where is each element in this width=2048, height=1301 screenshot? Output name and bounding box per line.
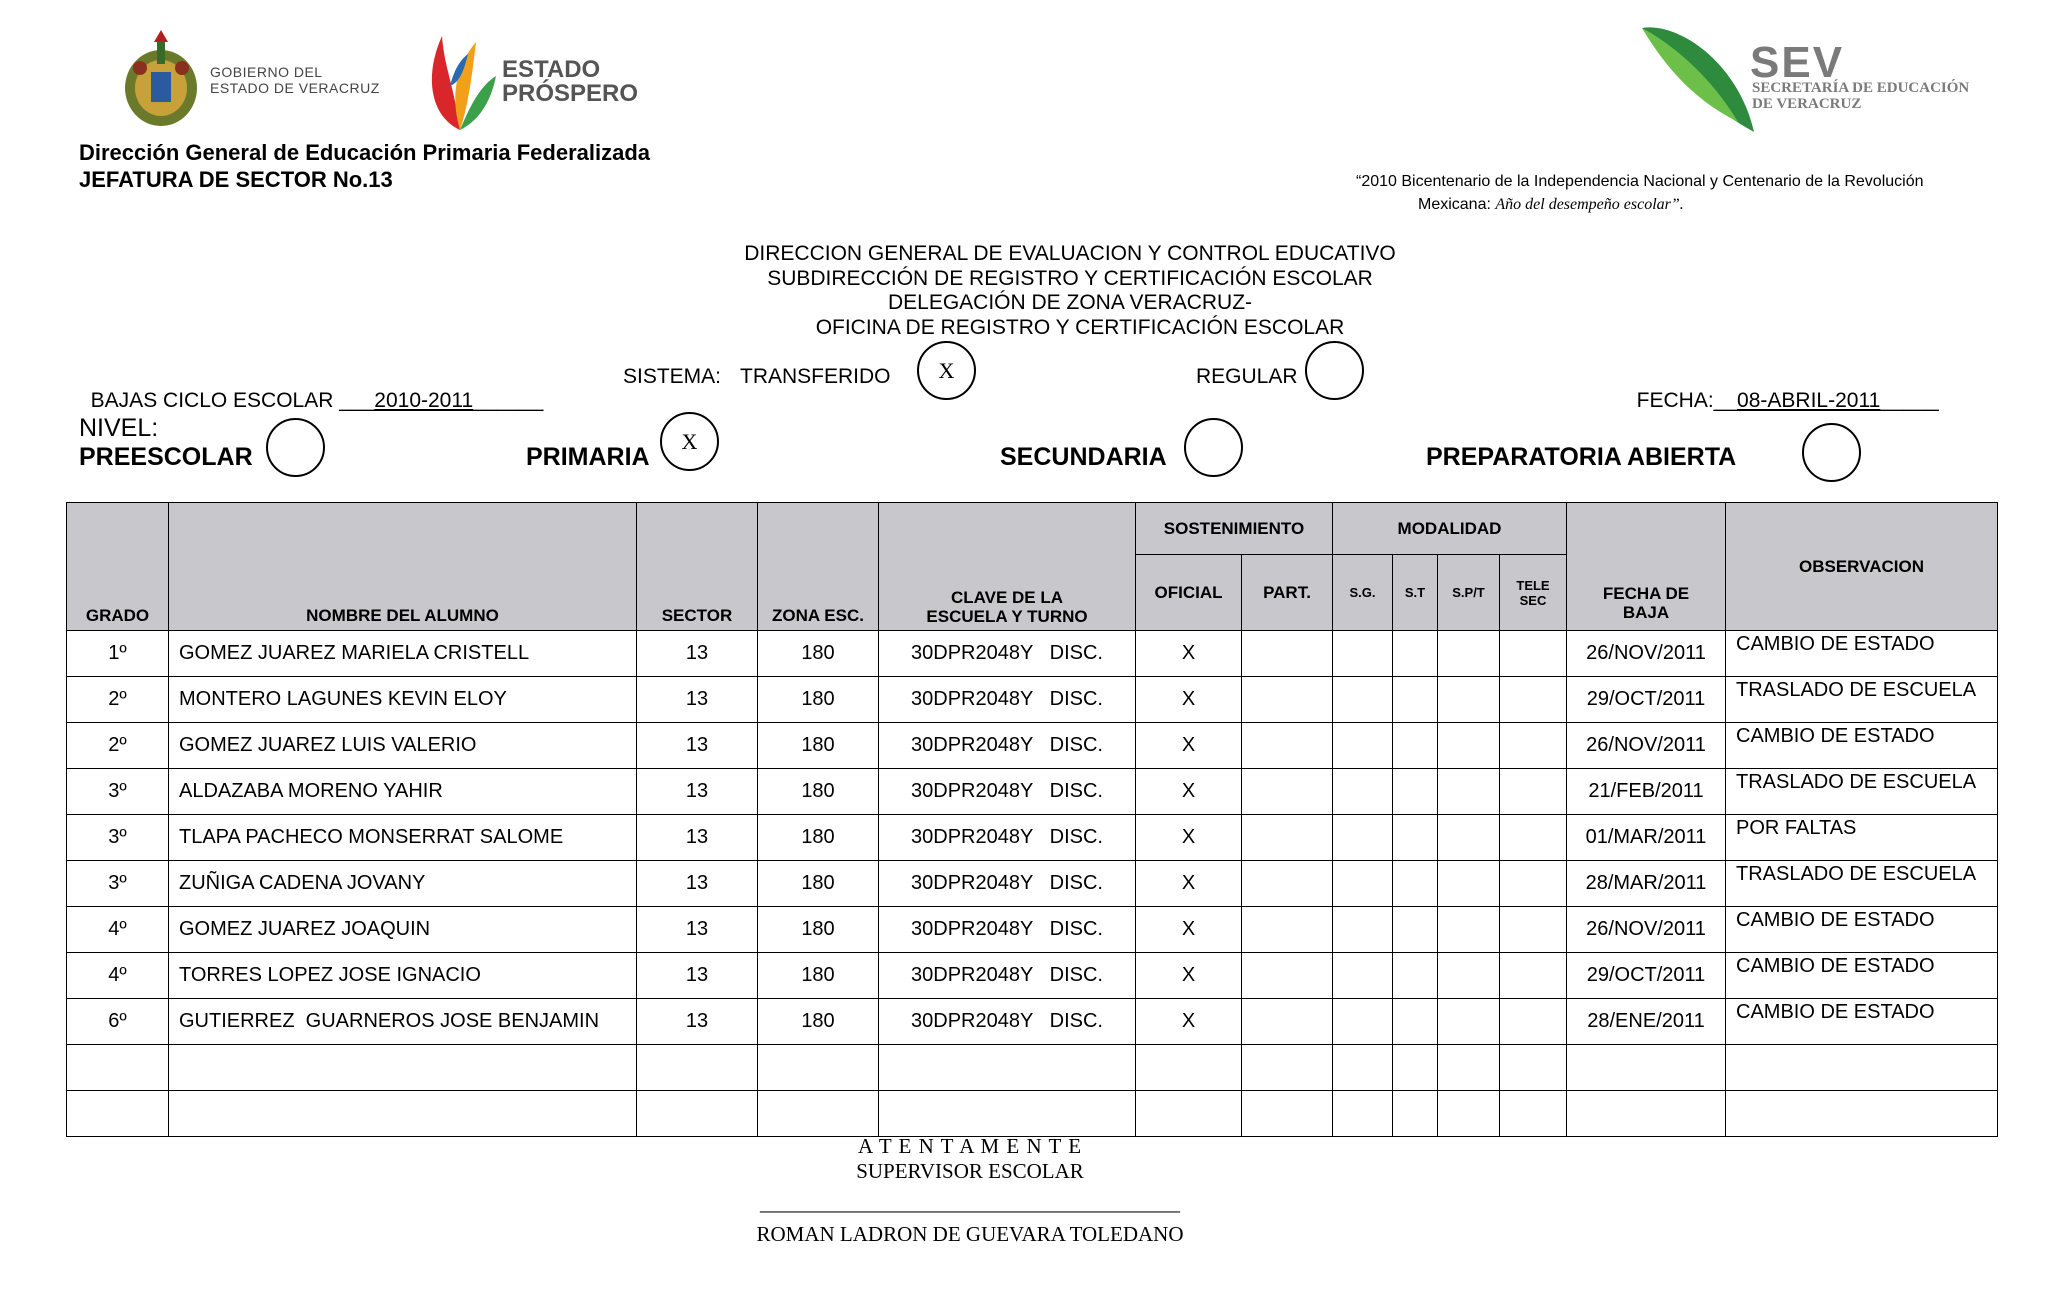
sg-cell [1333,953,1393,999]
nivel-label: NIVEL: [79,414,159,442]
part-cell [1242,953,1333,999]
fecha-cell [1567,1091,1726,1137]
sector-cell: 13 [637,769,758,815]
spt-cell [1438,861,1500,907]
nombre-cell: GOMEZ JUAREZ MARIELA CRISTELL [169,631,637,677]
st-cell [1393,953,1438,999]
fecha-cell: 28/MAR/2011 [1567,861,1726,907]
zona-cell: 180 [758,861,879,907]
motto-italic: Año del desempeño escolar”. [1495,196,1684,213]
nombre-cell [169,1091,637,1137]
sistema-label: SISTEMA: [623,365,722,388]
oficial-cell: X [1136,769,1242,815]
gov-logo-line1: GOBIERNO DEL [210,64,323,80]
clave-cell: 30DPR2048Y DISC. [879,999,1136,1045]
spt-cell [1438,723,1500,769]
org-line1: Dirección General de Educación Primaria Federalizada [79,140,651,165]
sg-cell [1333,815,1393,861]
veracruz-coat-of-arms-logo [118,28,204,130]
fecha-tail: _____ [1880,389,1939,412]
org-header [79,139,650,193]
st-cell [1393,861,1438,907]
telesec-cell [1500,1045,1567,1091]
spt-cell [1438,953,1500,999]
col-zona: ZONA ESC. [758,503,879,631]
oficial-cell: X [1136,631,1242,677]
transferido-label: TRANSFERIDO [740,365,891,388]
bajas-table [66,502,1998,1137]
telesec-cell [1500,953,1567,999]
st-cell [1393,1045,1438,1091]
supervisor-name: ROMAN LADRON DE GUEVARA TOLEDANO [756,1222,1184,1246]
part-cell [1242,769,1333,815]
zona-cell: 180 [758,723,879,769]
oficial-cell: X [1136,907,1242,953]
fecha-cell: 26/NOV/2011 [1567,723,1726,769]
coat-of-arms-icon [118,28,204,130]
observacion-cell: CAMBIO DE ESTADO [1726,631,1998,677]
oficial-cell: X [1136,815,1242,861]
observacion-cell: TRASLADO DE ESCUELA [1726,769,1998,815]
motto-line2 [1356,193,1996,216]
telesec-cell [1500,999,1567,1045]
table-row [67,723,1998,769]
col-spt: S.P/T [1438,555,1500,631]
fecha-cell: 21/FEB/2011 [1567,769,1726,815]
clave-cell: 30DPR2048Y DISC. [879,861,1136,907]
atentamente: A T E N T A M E N T E [857,1134,1083,1158]
oficial-cell: X [1136,723,1242,769]
table-row [67,907,1998,953]
col-sector: SECTOR [637,503,758,631]
clave-cell: 30DPR2048Y DISC. [879,723,1136,769]
observacion-cell: CAMBIO DE ESTADO [1726,953,1998,999]
estado-line2: PRÓSPERO [502,80,639,107]
observacion-cell: TRASLADO DE ESCUELA [1726,677,1998,723]
nombre-cell: GOMEZ JUAREZ JOAQUIN [169,907,637,953]
part-cell [1242,907,1333,953]
telesec-cell [1500,631,1567,677]
preparatoria-checkbox[interactable] [1802,423,1861,482]
sev-logo [1638,22,1758,136]
st-cell [1393,815,1438,861]
st-cell [1393,769,1438,815]
sg-cell [1333,1045,1393,1091]
estado-prospero-text [502,58,638,106]
col-nombre: NOMBRE DEL ALUMNO [169,503,637,631]
observacion-cell: CAMBIO DE ESTADO [1726,999,1998,1045]
regular-label: REGULAR [1196,365,1298,388]
col-telesec: TELE SEC [1500,555,1567,631]
zona-cell [758,1091,879,1137]
observacion-cell: TRASLADO DE ESCUELA [1726,861,1998,907]
sg-cell [1333,677,1393,723]
observacion-cell: CAMBIO DE ESTADO [1726,907,1998,953]
observacion-cell [1726,1045,1998,1091]
part-cell [1242,1091,1333,1137]
table-row [67,999,1998,1045]
title-line1: DIRECCION GENERAL DE EVALUACION Y CONTROL EDUCATIVO [744,242,1396,265]
sg-cell [1333,631,1393,677]
clave-cell: 30DPR2048Y DISC. [879,677,1136,723]
bajas-label: BAJAS CICLO ESCOLAR ___ [90,389,375,412]
org-line2: JEFATURA DE SECTOR No.13 [79,167,393,192]
grado-cell: 3º [67,861,169,907]
telesec-cell [1500,723,1567,769]
primaria-checkbox[interactable]: X [660,412,719,471]
clave-cell: 30DPR2048Y DISC. [879,815,1136,861]
oficial-cell: X [1136,861,1242,907]
col-oficial: OFICIAL [1136,555,1242,631]
sector-cell: 13 [637,861,758,907]
st-cell [1393,1091,1438,1137]
part-cell [1242,1045,1333,1091]
bajas-field [79,365,543,413]
nombre-cell: TORRES LOPEZ JOSE IGNACIO [169,953,637,999]
oficial-cell [1136,1091,1242,1137]
st-cell [1393,999,1438,1045]
motto-prefix: Mexicana: [1418,196,1496,213]
title-line3: DELEGACIÓN DE ZONA VERACRUZ- [887,291,1253,314]
zona-cell: 180 [758,953,879,999]
nombre-cell: GOMEZ JUAREZ LUIS VALERIO [169,723,637,769]
sg-cell [1333,1091,1393,1137]
grado-cell: 4º [67,907,169,953]
sg-cell [1333,907,1393,953]
grado-cell [67,1091,169,1137]
fecha-cell: 29/OCT/2011 [1567,677,1726,723]
spt-cell [1438,815,1500,861]
sector-cell: 13 [637,815,758,861]
sector-cell: 13 [637,631,758,677]
grado-cell: 1º [67,631,169,677]
grado-cell [67,1045,169,1091]
oficial-cell: X [1136,953,1242,999]
grado-cell: 6º [67,999,169,1045]
supervisor-role: SUPERVISOR ESCOLAR [856,1159,1084,1183]
oficial-cell: X [1136,999,1242,1045]
sev-line1: SECRETARÍA DE EDUCACIÓN [1752,80,1970,96]
table-row [67,631,1998,677]
observacion-cell [1726,1091,1998,1137]
sev-logo-title: SEV [1750,38,1845,87]
spt-cell [1438,999,1500,1045]
col-fecha-baja: FECHA DE BAJA [1567,503,1726,631]
sev-logo-subtitle [1752,80,1969,112]
oficial-cell: X [1136,677,1242,723]
st-cell [1393,631,1438,677]
primaria-label: PRIMARIA [526,443,650,471]
nombre-cell: ALDAZABA MORENO YAHIR [169,769,637,815]
preescolar-label: PREESCOLAR [79,443,253,471]
fecha-value[interactable]: 08-ABRIL-2011 [1737,389,1881,412]
fecha-cell: 26/NOV/2011 [1567,907,1726,953]
telesec-cell [1500,907,1567,953]
observacion-cell: CAMBIO DE ESTADO [1726,723,1998,769]
table-body [67,631,1998,1137]
secundaria-label: SECUNDARIA [1000,443,1167,471]
col-part: PART. [1242,555,1333,631]
zona-cell [758,1045,879,1091]
grado-cell: 3º [67,815,169,861]
telesec-cell [1500,769,1567,815]
sector-cell: 13 [637,907,758,953]
document-title [660,242,1480,340]
fecha-cell: 26/NOV/2011 [1567,631,1726,677]
col-sg: S.G. [1333,555,1393,631]
sector-cell [637,1091,758,1137]
part-cell [1242,631,1333,677]
spt-cell [1438,1045,1500,1091]
clave-cell: 30DPR2048Y DISC. [879,631,1136,677]
table-row [67,861,1998,907]
fecha-label: FECHA:__ [1636,389,1738,412]
gov-logo-text [210,64,380,96]
st-cell [1393,677,1438,723]
grado-cell: 4º [67,953,169,999]
table-row [67,815,1998,861]
clave-cell: 30DPR2048Y DISC. [879,907,1136,953]
zona-cell: 180 [758,815,879,861]
preescolar-checkbox[interactable] [266,418,325,477]
table-row [67,1045,1998,1091]
spt-cell [1438,677,1500,723]
telesec-cell [1500,861,1567,907]
fecha-cell: 01/MAR/2011 [1567,815,1726,861]
nombre-cell: MONTERO LAGUNES KEVIN ELOY [169,677,637,723]
part-cell [1242,677,1333,723]
sector-cell: 13 [637,723,758,769]
sector-cell: 13 [637,999,758,1045]
title-line2: SUBDIRECCIÓN DE REGISTRO Y CERTIFICACIÓN ESCOLAR [767,266,1373,290]
sg-cell [1333,769,1393,815]
signature-line: ________________________________________ [760,1191,1180,1215]
clave-cell: 30DPR2048Y DISC. [879,953,1136,999]
transferido-checkbox[interactable]: X [917,341,976,400]
zona-cell: 180 [758,631,879,677]
spt-cell [1438,1091,1500,1137]
flame-icon [420,26,500,132]
sev-line2: DE VERACRUZ [1752,96,1862,112]
part-cell [1242,723,1333,769]
sector-cell [637,1045,758,1091]
nombre-cell [169,1045,637,1091]
col-modalidad: MODALIDAD [1333,503,1567,555]
observacion-cell: POR FALTAS [1726,815,1998,861]
fecha-cell [1567,1045,1726,1091]
part-cell [1242,815,1333,861]
regular-checkbox[interactable] [1305,341,1364,400]
sector-cell: 13 [637,677,758,723]
zona-cell: 180 [758,769,879,815]
col-grado: GRADO [67,503,169,631]
zona-cell: 180 [758,907,879,953]
sector-cell: 13 [637,953,758,999]
motto [1356,170,1996,216]
nombre-cell: GUTIERREZ GUARNEROS JOSE BENJAMIN [169,999,637,1045]
estado-line1: ESTADO [502,56,601,83]
sg-cell [1333,861,1393,907]
st-cell [1393,907,1438,953]
part-cell [1242,861,1333,907]
table-row [67,769,1998,815]
telesec-cell [1500,677,1567,723]
bajas-value[interactable]: 2010-2011 [374,389,474,412]
bajas-tail: ______ [473,389,544,412]
col-clave: CLAVE DE LA ESCUELA Y TURNO [879,503,1136,631]
table-row [67,677,1998,723]
table-row [67,1091,1998,1137]
sg-cell [1333,999,1393,1045]
spt-cell [1438,769,1500,815]
sev-leaf-icon [1638,22,1758,136]
grado-cell: 3º [67,769,169,815]
grado-cell: 2º [67,723,169,769]
col-st: S.T [1393,555,1438,631]
clave-cell [879,1091,1136,1137]
fecha-field [1625,365,1939,413]
nombre-cell: TLAPA PACHECO MONSERRAT SALOME [169,815,637,861]
clave-cell [879,1045,1136,1091]
estado-prospero-logo [420,26,500,132]
zona-cell: 180 [758,999,879,1045]
zona-cell: 180 [758,677,879,723]
st-cell [1393,723,1438,769]
nombre-cell: ZUÑIGA CADENA JOVANY [169,861,637,907]
part-cell [1242,999,1333,1045]
clave-cell: 30DPR2048Y DISC. [879,769,1136,815]
fecha-cell: 29/OCT/2011 [1567,953,1726,999]
oficial-cell [1136,1045,1242,1091]
telesec-cell [1500,1091,1567,1137]
fecha-cell: 28/ENE/2011 [1567,999,1726,1045]
spt-cell [1438,631,1500,677]
gov-logo-line2: ESTADO DE VERACRUZ [210,80,380,96]
table-row [67,953,1998,999]
sg-cell [1333,723,1393,769]
preparatoria-label: PREPARATORIA ABIERTA [1426,443,1737,471]
grado-cell: 2º [67,677,169,723]
motto-line1: “2010 Bicentenario de la Independencia Nacional y Centenario de la Revolución [1356,173,1924,190]
col-sostenimiento: SOSTENIMIENTO [1136,503,1333,555]
title-line4: OFICINA DE REGISTRO Y CERTIFICACIÓN ESCOLAR [815,315,1345,339]
col-observacion: OBSERVACION [1726,503,1998,631]
secundaria-checkbox[interactable] [1184,418,1243,477]
telesec-cell [1500,815,1567,861]
signature-block [700,1134,1240,1247]
spt-cell [1438,907,1500,953]
